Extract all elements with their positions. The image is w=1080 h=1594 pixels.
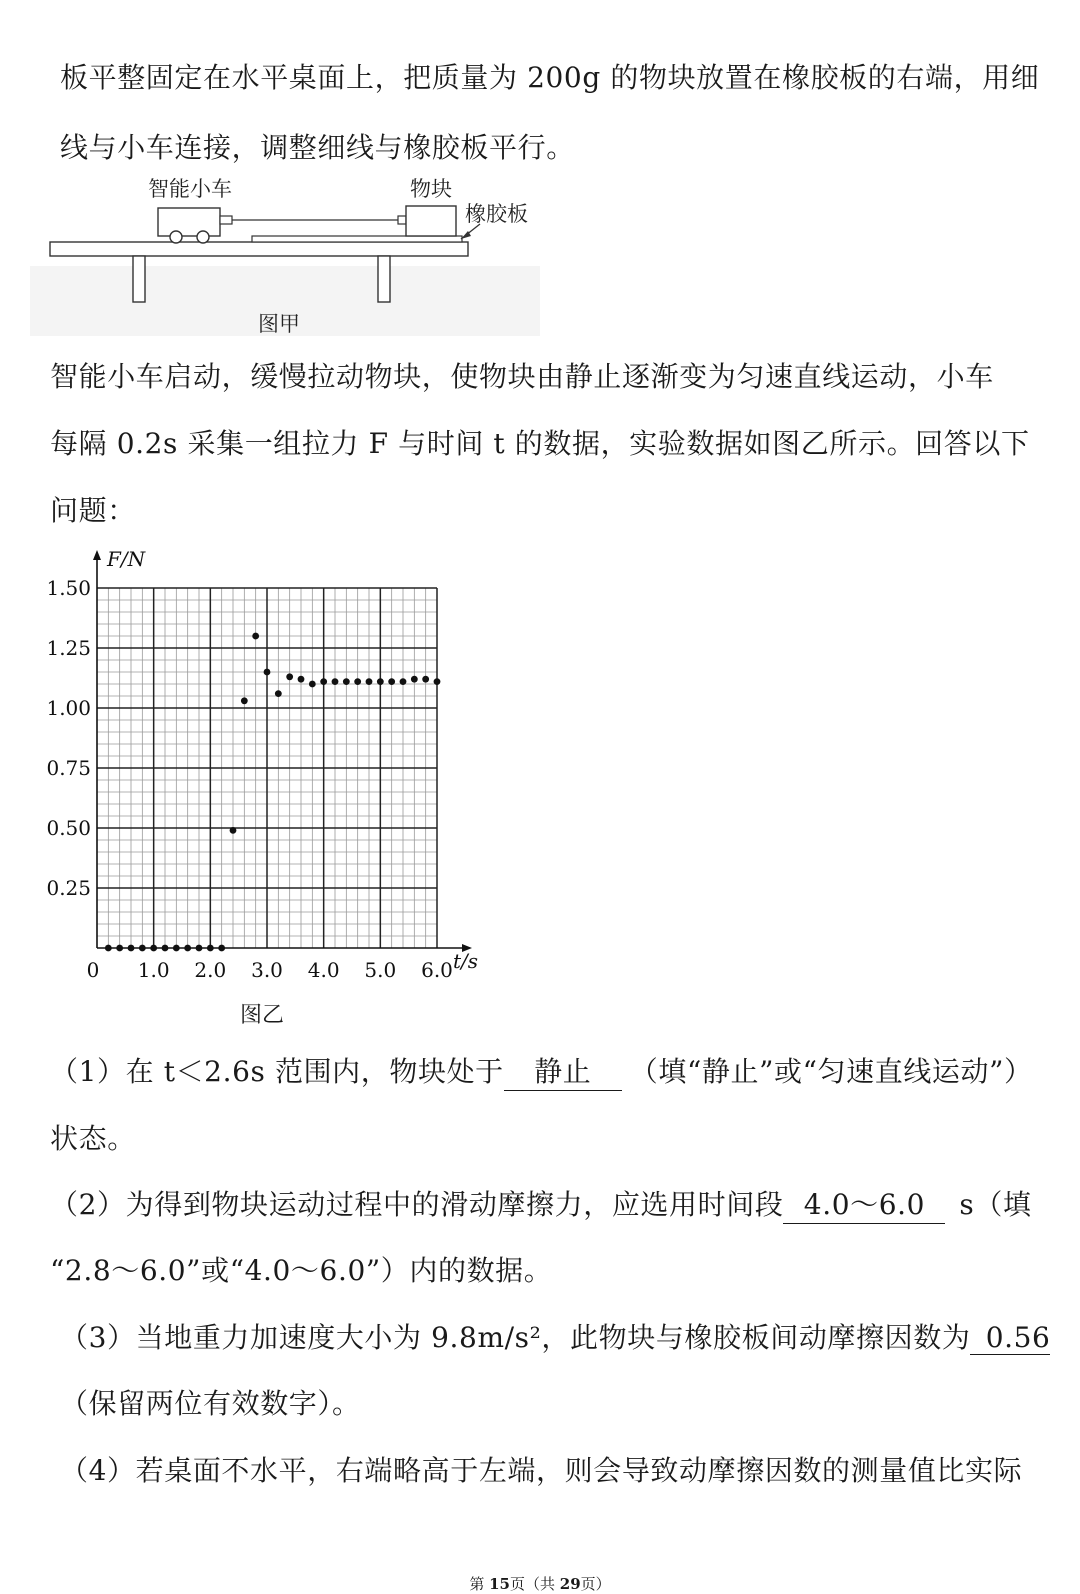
footer-prefix: 第: [469, 1575, 490, 1593]
data-point: [422, 676, 429, 683]
y-tick-label: 0.25: [46, 876, 91, 900]
x-tick-label: 2.0: [194, 958, 227, 982]
board-label: 橡胶板: [465, 202, 528, 226]
data-point: [184, 945, 191, 952]
data-point: [343, 678, 350, 685]
figure-jia-caption: 图甲: [258, 312, 300, 336]
q1-suffix: （填“静止”或“匀速直线运动”）: [629, 1055, 1033, 1088]
x-tick-label: 3.0: [251, 958, 283, 982]
figure-yi-caption: 图乙: [240, 1003, 285, 1028]
data-point: [207, 945, 214, 952]
y-axis-arrow: [93, 550, 101, 560]
data-point: [162, 945, 169, 952]
question-4: （4）若桌面不水平，右端略高于左端，则会导致动摩擦因数的测量值比实际: [60, 1454, 1023, 1487]
force-time-chart: [0, 540, 520, 1040]
y-axis-label: F/N: [107, 547, 146, 571]
text-line-4: 每隔 0.2s 采集一组拉力 F 与时间 t 的数据，实验数据如图乙所示。回答以下: [50, 427, 1030, 460]
data-point: [139, 945, 146, 952]
data-point: [241, 697, 248, 704]
x-tick-label: 4.0: [307, 958, 340, 982]
footer-total-pages: 29: [559, 1575, 581, 1593]
car-label: 智能小车: [148, 177, 232, 201]
text-line-1: 板平整固定在水平桌面上，把质量为 200g 的物块放置在橡胶板的右端，用细: [60, 61, 1040, 94]
block-label: 物块: [410, 177, 452, 201]
y-tick-label: 1.50: [46, 576, 91, 600]
text-line-5: 问题：: [50, 494, 136, 527]
data-point: [309, 681, 316, 688]
data-point: [388, 678, 395, 685]
footer-suffix: 页）: [580, 1575, 611, 1593]
figure-jia: [0, 168, 540, 338]
question-3: [60, 1316, 1050, 1356]
page-footer: [0, 1573, 1080, 1594]
y-tick-label: 1.25: [46, 636, 91, 660]
data-point: [218, 945, 225, 952]
data-point: [320, 678, 327, 685]
q1-answer: 静止: [504, 1050, 622, 1091]
q1-prefix: （1）在 t＜2.6s 范围内，物块处于: [50, 1055, 504, 1088]
data-point: [366, 678, 373, 685]
y-tick-label: 0.50: [46, 816, 91, 840]
x-tick-label: 5.0: [364, 958, 397, 982]
data-point: [264, 669, 271, 676]
data-point: [298, 676, 305, 683]
x-tick-label: 6.0: [421, 958, 453, 982]
question-1: [50, 1050, 1033, 1091]
text-line-3: 智能小车启动，缓慢拉动物块，使物块由静止逐渐变为匀速直线运动，小车: [50, 360, 994, 393]
x-tick-label: 1.0: [137, 958, 170, 982]
q2-suffix: s（填: [959, 1188, 1032, 1221]
question-1-line-2: 状态。: [50, 1122, 136, 1155]
data-point: [116, 945, 123, 952]
question-2: [50, 1183, 1032, 1224]
q2-prefix: （2）为得到物块运动过程中的滑动摩擦力，应选用时间段: [50, 1188, 784, 1221]
q2-answer: 4.0～6.0: [783, 1183, 945, 1224]
data-point: [411, 676, 418, 683]
data-point: [173, 945, 180, 952]
y-tick-label: 1.00: [46, 696, 91, 720]
question-3-line-2: （保留两位有效数字）。: [60, 1387, 361, 1420]
data-point: [434, 678, 441, 685]
y-tick-label: 0.75: [46, 756, 91, 780]
text-line-2: 线与小车连接，调整细线与橡胶板平行。: [60, 131, 575, 164]
data-point: [332, 678, 339, 685]
data-point: [128, 945, 135, 952]
q3-answer: 0.56: [970, 1321, 1050, 1355]
data-point: [275, 690, 282, 697]
data-point: [230, 827, 237, 834]
data-point: [252, 633, 259, 640]
question-2-line-2: “2.8～6.0”或“4.0～6.0”）内的数据。: [50, 1254, 553, 1287]
x-tick-label: 0: [86, 958, 100, 982]
data-point: [400, 678, 407, 685]
footer-middle: 页（共: [509, 1575, 560, 1593]
q3-prefix: （3）当地重力加速度大小为 9.8m/s²，此物块与橡胶板间动摩擦因数为: [60, 1321, 971, 1354]
data-point: [105, 945, 112, 952]
x-axis-label: t/s: [453, 949, 479, 973]
data-point: [354, 678, 361, 685]
data-point: [286, 673, 293, 680]
footer-page-number: 15: [489, 1575, 510, 1593]
data-point: [196, 945, 203, 952]
data-point: [150, 945, 157, 952]
data-point: [377, 678, 384, 685]
